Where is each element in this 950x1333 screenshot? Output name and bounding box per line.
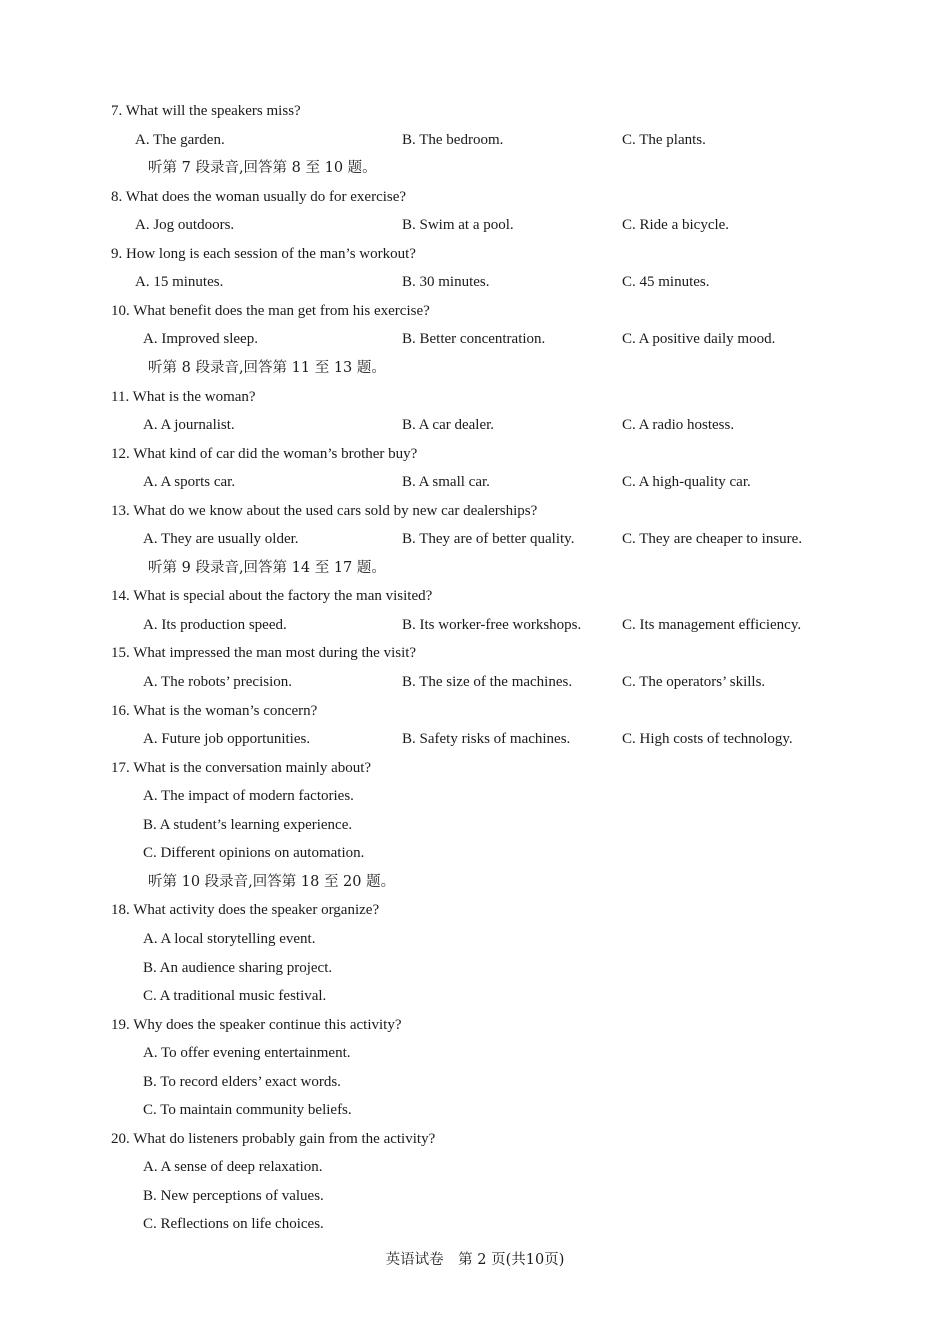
answer-option: A. Future job opportunities.	[143, 731, 311, 747]
question-stem: 20. What do listeners probably gain from the activity?	[111, 1131, 436, 1147]
question-stem: 12. What kind of car did the woman’s brother buy?	[111, 446, 418, 462]
answer-option: B. They are of better quality.	[402, 531, 575, 547]
answer-option: C. Different opinions on automation.	[143, 845, 365, 861]
section-instruction: 听第 8 段录音,回答第 11 至 13 题。	[148, 360, 386, 376]
answer-option: B. Swim at a pool.	[402, 217, 514, 233]
answer-option: C. To maintain community beliefs.	[143, 1102, 352, 1118]
answer-option: B. A student’s learning experience.	[143, 817, 353, 833]
answer-option: B. The bedroom.	[402, 132, 504, 148]
section-instruction: 听第 10 段录音,回答第 18 至 20 题。	[148, 874, 396, 890]
answer-option: C. Reflections on life choices.	[143, 1216, 324, 1232]
question-stem: 13. What do we know about the used cars sold by new car dealerships?	[111, 503, 538, 519]
question-stem: 15. What impressed the man most during the visit?	[111, 645, 417, 661]
answer-option: B. New perceptions of values.	[143, 1188, 324, 1204]
question-stem: 9. How long is each session of the man’s workout?	[111, 246, 416, 262]
answer-option: C. The plants.	[622, 132, 706, 148]
answer-option: A. The robots’ precision.	[143, 674, 292, 690]
answer-option: A. The garden.	[135, 132, 225, 148]
answer-option: C. A radio hostess.	[622, 417, 735, 433]
section-instruction: 听第 9 段录音,回答第 14 至 17 题。	[148, 560, 386, 576]
answer-option: A. Improved sleep.	[143, 331, 258, 347]
question-stem: 18. What activity does the speaker organize?	[111, 902, 380, 918]
answer-option: A. They are usually older.	[143, 531, 299, 547]
answer-option: C. Its management efficiency.	[622, 617, 802, 633]
answer-option: C. High costs of technology.	[622, 731, 793, 747]
question-stem: 19. Why does the speaker continue this activity?	[111, 1017, 402, 1033]
answer-option: C. 45 minutes.	[622, 274, 710, 290]
answer-option: A. To offer evening entertainment.	[143, 1045, 351, 1061]
answer-option: B. A small car.	[402, 474, 490, 490]
question-stem: 17. What is the conversation mainly about?	[111, 760, 372, 776]
answer-option: C. The operators’ skills.	[622, 674, 766, 690]
answer-option: A. Its production speed.	[143, 617, 287, 633]
answer-option: B. Better concentration.	[402, 331, 546, 347]
answer-option: B. To record elders’ exact words.	[143, 1074, 341, 1090]
answer-option: A. Jog outdoors.	[135, 217, 235, 233]
question-stem: 16. What is the woman’s concern?	[111, 703, 318, 719]
answer-option: A. A local storytelling event.	[143, 931, 316, 947]
answer-option: B. Its worker-free workshops.	[402, 617, 582, 633]
question-stem: 7. What will the speakers miss?	[111, 103, 301, 119]
answer-option: A. A journalist.	[143, 417, 235, 433]
answer-option: C. A high-quality car.	[622, 474, 751, 490]
answer-option: A. The impact of modern factories.	[143, 788, 354, 804]
question-stem: 11. What is the woman?	[111, 389, 256, 405]
section-instruction: 听第 7 段录音,回答第 8 至 10 题。	[148, 160, 377, 176]
question-stem: 8. What does the woman usually do for exercise?	[111, 189, 407, 205]
answer-option: B. A car dealer.	[402, 417, 495, 433]
answer-option: B. Safety risks of machines.	[402, 731, 571, 747]
answer-option: C. They are cheaper to insure.	[622, 531, 803, 547]
answer-option: B. An audience sharing project.	[143, 960, 333, 976]
page-footer: 英语试卷 第 2 页(共10页)	[385, 1252, 565, 1268]
question-stem: 10. What benefit does the man get from his exercise?	[111, 303, 430, 319]
answer-option: C. A positive daily mood.	[622, 331, 776, 347]
answer-option: B. 30 minutes.	[402, 274, 490, 290]
answer-option: A. 15 minutes.	[135, 274, 224, 290]
answer-option: A. A sports car.	[143, 474, 236, 490]
answer-option: B. The size of the machines.	[402, 674, 573, 690]
answer-option: C. Ride a bicycle.	[622, 217, 730, 233]
question-stem: 14. What is special about the factory the man visited?	[111, 588, 433, 604]
answer-option: A. A sense of deep relaxation.	[143, 1159, 323, 1175]
answer-option: C. A traditional music festival.	[143, 988, 327, 1004]
